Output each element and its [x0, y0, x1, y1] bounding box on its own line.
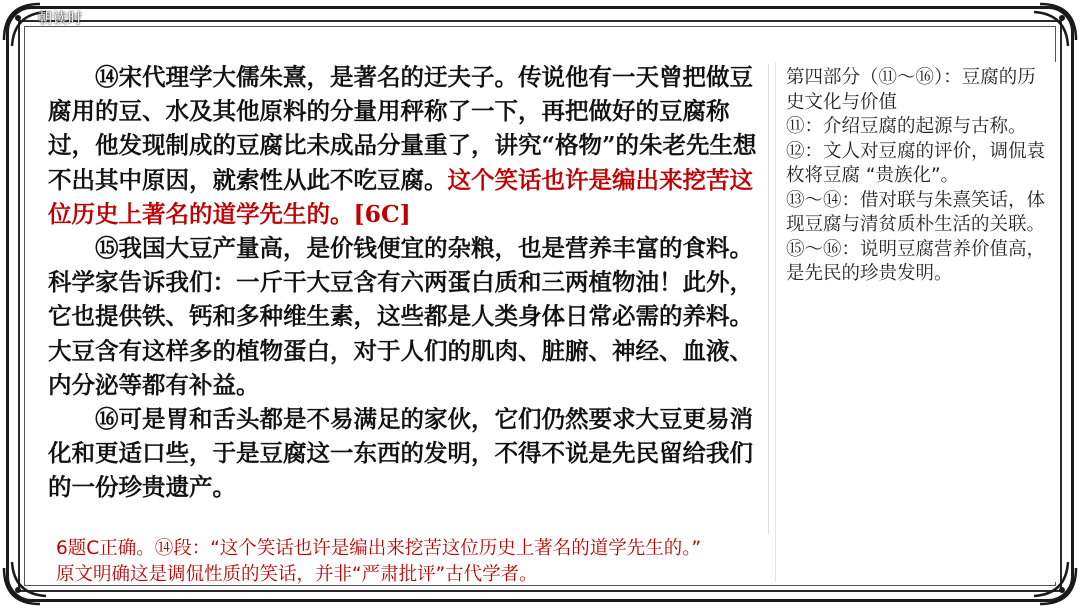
paragraph-16: ⑯可是胃和舌头都是不易满足的家伙，它们仍然要求大豆更易消化和更适口些，于是豆腐这一东西的发明，不得不说是先民留给我们的一份珍贵遗产。	[48, 405, 753, 502]
answer-explanation	[48, 536, 868, 592]
answer-line-1: 6题C正确。⑭段：“这个笑话也许是编出来挖苦这位历史上著名的道学先生的。”	[56, 538, 702, 559]
paragraph-14-highlight: 这个笑话也许是编出来挖苦这位历史上著名的道学先生的。[6C]	[48, 165, 753, 228]
paragraph-14-text: ⑭宋代理学大儒朱熹，是著名的迂夫子。传说他有一天曾把做豆腐用的豆、水及其他原料的分量用秤称了一下，再把做好的豆腐称过，他发现制成的豆腐比未成品分量重了，讲究“格物”的朱老先生想不出其中原因，就索性从此不吃豆腐。	[48, 63, 757, 194]
outline-panel	[775, 62, 1060, 582]
column-divider	[768, 64, 769, 534]
outline-heading: 第四部分（⑪～⑯）：豆腐的历史文化与价值	[786, 67, 1036, 113]
outline-item: ⑪：介绍豆腐的起源与古称。	[786, 116, 1027, 137]
slide-tag: 朝读时	[38, 11, 83, 27]
outline-item: ⑫：文人对豆腐的评价，调侃袁枚将豆腐 “贵族化”。	[786, 140, 1046, 186]
answer-line-2: 原文明确这是调侃性质的笑话，并非“严肃批评”古代学者。	[56, 564, 538, 585]
paragraph-14	[48, 60, 760, 231]
reading-passage	[48, 60, 760, 530]
paragraph-15: ⑮我国大豆产量高，是价钱便宜的杂粮，也是营养丰富的食料。科学家告诉我们：一斤干大豆含有六两蛋白质和三两植物油！此外，它也提供铁、钙和多种维生素，这些都是人类身体日常必需的养料。大豆含有这样多的植物蛋白，对于人们的肌肉、脏腑、神经、血液、内分泌等都有补益。	[48, 234, 753, 399]
outline-item: ⑮～⑯：说明豆腐营养价值高，是先民的珍贵发明。	[786, 238, 1046, 284]
outline-item: ⑬～⑭：借对联与朱熹笑话，体现豆腐与清贫质朴生活的关联。	[786, 189, 1046, 235]
